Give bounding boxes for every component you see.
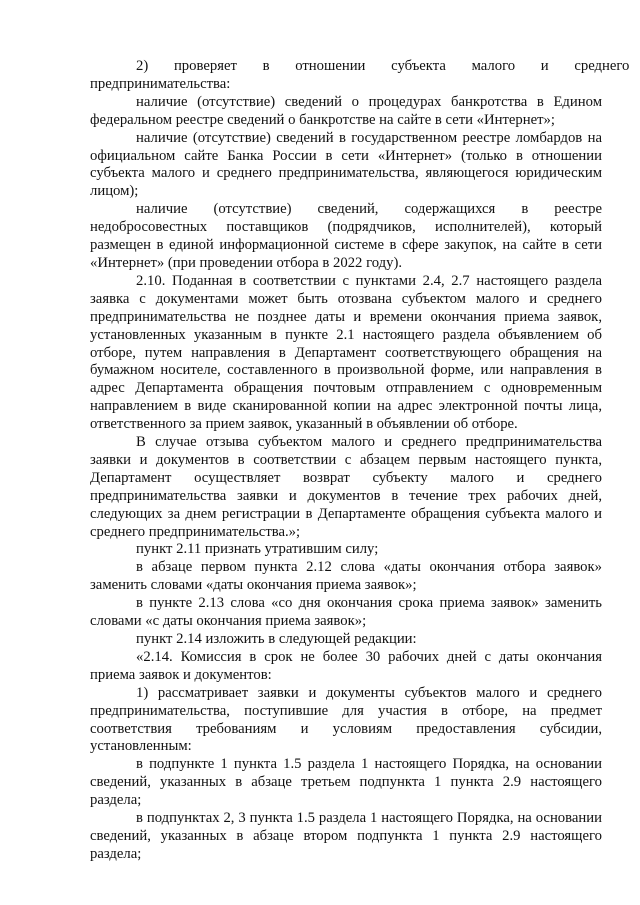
paragraph-clause-2-14-intro: пункт 2.14 изложить в следующей редакции: [136, 631, 417, 647]
paragraph-checks-subject: 2) проверяет в отношении субъекта малого и среднего предпринимательства: [90, 58, 630, 92]
document-page [90, 58, 630, 864]
paragraph-clause-2-14: «2.14. Комиссия в срок не более 30 рабочих дней с даты окончания приема заявок и документов: [90, 648, 602, 683]
paragraph-clause-2-13: в пункте 2.13 слова «со дня окончания срока приема заявок» заменить словами «с даты окончания приема заявок»; [90, 595, 602, 630]
paragraph-subclause-1: в подпункте 1 пункта 1.5 раздела 1 настоящего Порядка, на основании сведений, указанных в абзаце третьем подпункта 1 пункта 2.9 настоящего раздела; [90, 756, 602, 809]
paragraph-unfair-suppliers-registry: наличие (отсутствие) сведений, содержащихся в реестре недобросовестных поставщиков (подрядчиков, исполнителей), который размещен в единой информационной системе в сфере закупок, на сайте в сети «Интернет» (при проведении отбора в 2022 году). [90, 201, 602, 271]
paragraph-bankruptcy-info: наличие (отсутствие) сведений о процедурах банкротства в Едином федеральном реестре сведений о банкротстве на сайте в сети «Интернет»; [90, 93, 602, 128]
paragraph-item-1-review: 1) рассматривает заявки и документы субъектов малого и среднего предпринимательства, поступившие для участия в отборе, на предмет соответствия требованиям и условиям предоставления субсидии, установленным: [90, 684, 602, 755]
paragraph-subclauses-2-3: в подпунктах 2, 3 пункта 1.5 раздела 1 настоящего Порядка, на основании сведений, указанных в абзаце втором подпункта 1 пункта 2.9 настоящего раздела; [90, 810, 602, 862]
paragraph-pawnshop-registry: наличие (отсутствие) сведений в государственном реестре ломбардов на официальном сайте Банка России в сети «Интернет» (только в отношении субъекта малого и среднего предпринимательства, являющегося юридическим лицом); [90, 129, 602, 200]
paragraph-application-withdrawal: В случае отзыва субъектом малого и среднего предпринимательства заявки и документов в соответствии с абзацем первым настоящего пункта, Департамент осуществляет возврат субъекту малого и среднего предпринимательства заявки и документов в течение трех рабочих дней, следующих за днем регистрации в Департаменте обращения субъекта малого и среднего предпринимательства.»; [90, 434, 602, 540]
paragraph-clause-2-11: пункт 2.11 признать утратившим силу; [136, 541, 379, 558]
paragraph-clause-2-10: 2.10. Поданная в соответствии с пунктами 2.4, 2.7 настоящего раздела заявка с документами может быть отозвана субъектом малого и среднего предпринимательства не позднее даты и времени окончания приема заявок, установленных указанным в пункте 2.1 настоящего раздела объявлением об отборе, путем направления в Департамент соответствующего обращения на бумажном носителе, составленного в произвольной форме, или направления в адрес Департамента обращения почтовым отправлением с одновременным направлением в виде сканированной копии на адрес электронной почты лица, ответственного за прием заявок, указанный в объявлении об отборе. [90, 272, 602, 433]
paragraph-clause-2-12: в абзаце первом пункта 2.12 слова «даты окончания отбора заявок» заменить словами «даты окончания приема заявок»; [90, 559, 602, 594]
